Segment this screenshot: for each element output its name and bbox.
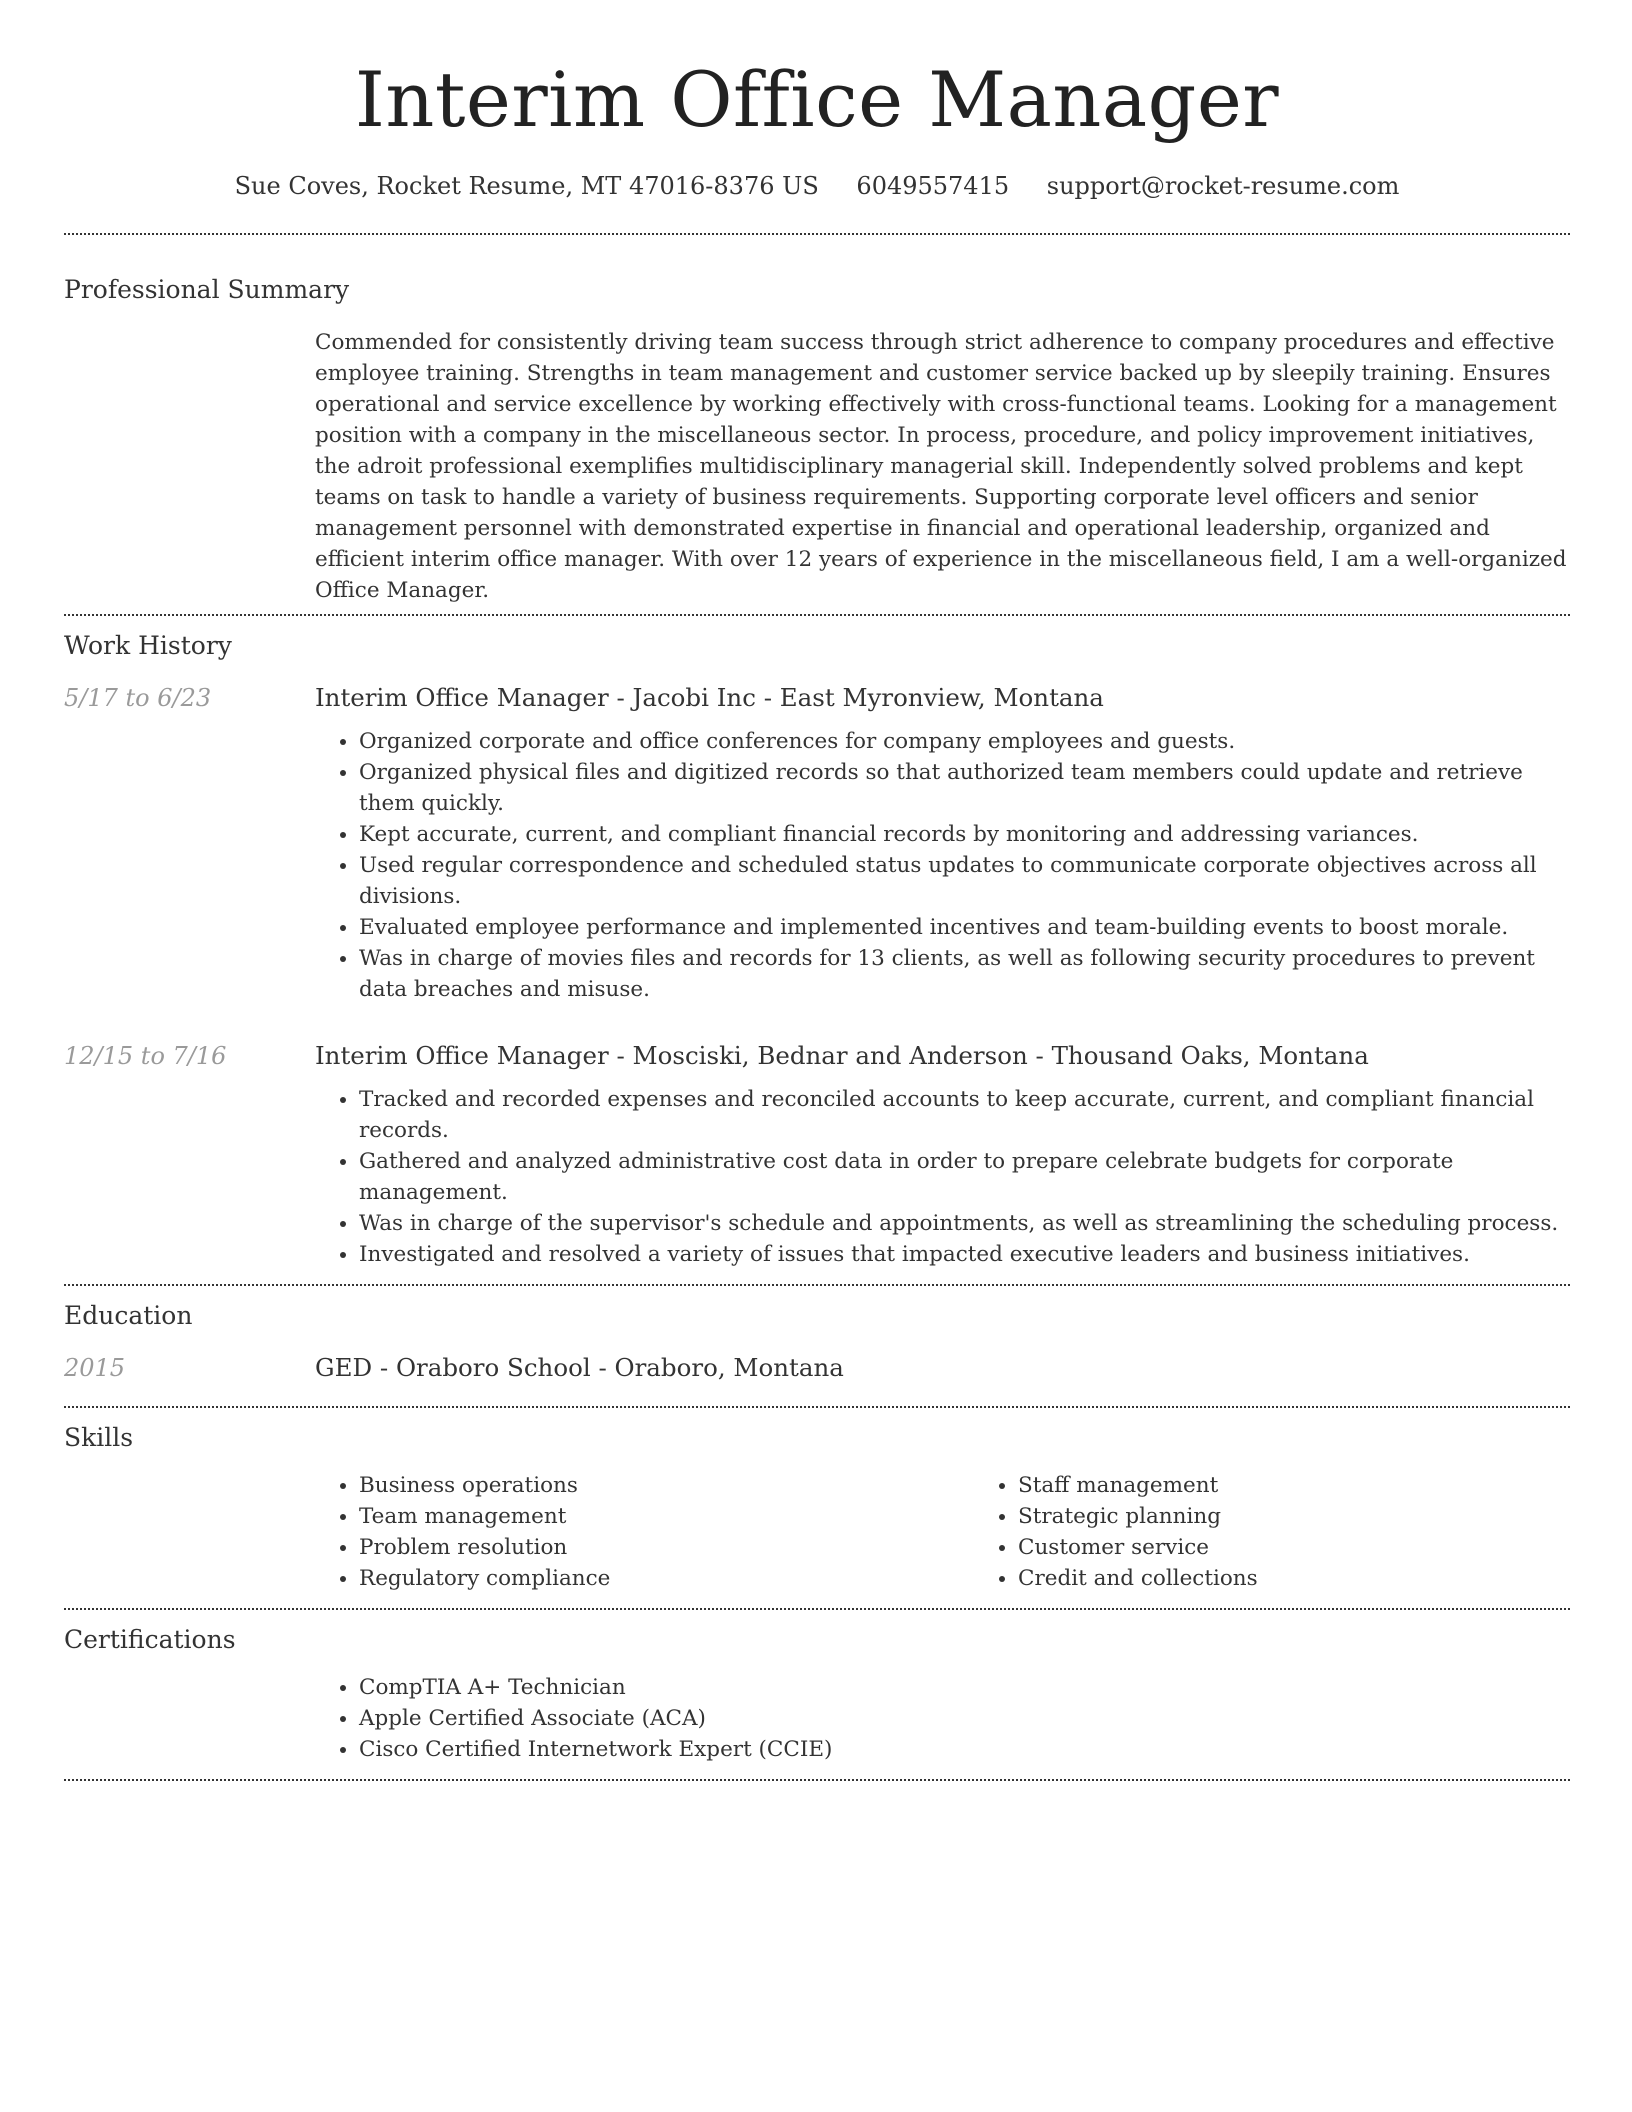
- divider: [64, 614, 1570, 616]
- list-item: • Cisco Certified Internetwork Expert (CCIE): [359, 1734, 1570, 1765]
- resume-page: [64, 0, 1570, 1781]
- education-year: 2015: [64, 1354, 126, 1382]
- list-item: • Organized corporate and office conferences for company employees and guests.: [359, 726, 1570, 757]
- section-heading-certifications: Certifications: [64, 1625, 236, 1654]
- list-item: • Regulatory compliance: [359, 1563, 974, 1594]
- list-item: • CompTIA A+ Technician: [359, 1672, 1570, 1703]
- job-dates: 12/15 to 7/16: [64, 1042, 227, 1070]
- list-item: • Used regular correspondence and scheduled status updates to communicate corporate objectives across all divisions.: [359, 850, 1570, 912]
- education-entry: [64, 1352, 1570, 1384]
- list-item: • Strategic planning: [1018, 1501, 1632, 1532]
- contact-email: support@rocket-resume.com: [1046, 172, 1400, 200]
- job-dates: 5/17 to 6/23: [64, 684, 212, 712]
- divider: [64, 233, 1570, 235]
- job-entry: [64, 1040, 1570, 1270]
- resume-title: Interim Office Manager: [354, 55, 1280, 144]
- list-item: • Was in charge of the supervisor's schedule and appointments, as well as streamlining the scheduling process.: [359, 1208, 1570, 1239]
- job-bullets: [315, 1084, 1570, 1270]
- divider: [64, 1284, 1570, 1286]
- list-item: • Problem resolution: [359, 1532, 974, 1563]
- contact-line: [64, 170, 1570, 202]
- list-item: • Investigated and resolved a variety of issues that impacted executive leaders and business initiatives.: [359, 1239, 1570, 1270]
- divider: [64, 1779, 1570, 1781]
- section-heading-summary: Professional Summary: [64, 275, 350, 304]
- list-item: • Team management: [359, 1501, 974, 1532]
- contact-address: Sue Coves, Rocket Resume, MT 47016-8376 US: [234, 172, 819, 200]
- summary-text: Commended for consistently driving team success through strict adherence to company procedures and effective employee training. Strengths in team management and customer service backed up by sleepily training. Ensures operational and service excellence by working effectively with cross-functional teams. Looking for a management position with a company in the miscellaneous sector. In process, procedure, and policy improvement initiatives, the adroit professional exemplifies multidisciplinary managerial skill. Independently solved problems and kept teams on task to handle a variety of business requirements. Supporting corporate level officers and senior management personnel with demonstrated expertise in financial and operational leadership, organized and efficient interim office manager. With over 12 years of experience in the miscellaneous field, I am a well-organized Office Manager.: [315, 330, 1567, 603]
- job-entry: [64, 682, 1570, 1005]
- job-title: Interim Office Manager - Jacobi Inc - East Myronview, Montana: [315, 683, 1104, 712]
- list-item: • Credit and collections: [1018, 1563, 1632, 1594]
- list-item: • Business operations: [359, 1470, 974, 1501]
- section-heading-education: Education: [64, 1301, 193, 1330]
- divider: [64, 1406, 1570, 1408]
- list-item: • Customer service: [1018, 1532, 1632, 1563]
- certifications-list: [315, 1672, 1570, 1765]
- contact-phone: 6049557415: [856, 172, 1010, 200]
- divider: [64, 1608, 1570, 1610]
- skills-grid: [315, 1470, 1632, 1594]
- section-heading-work: Work History: [64, 631, 232, 660]
- skills-column-2: [974, 1470, 1632, 1594]
- skills-column-1: [315, 1470, 974, 1594]
- list-item: • Was in charge of movies files and records for 13 clients, as well as following security procedures to prevent data breaches and misuse.: [359, 943, 1570, 1005]
- job-bullets: [315, 726, 1570, 1005]
- list-item: • Organized physical files and digitized records so that authorized team members could update and retrieve them quickly.: [359, 757, 1570, 819]
- list-item: • Staff management: [1018, 1470, 1632, 1501]
- section-heading-skills: Skills: [64, 1423, 134, 1452]
- list-item: • Apple Certified Associate (ACA): [359, 1703, 1570, 1734]
- list-item: • Tracked and recorded expenses and reconciled accounts to keep accurate, current, and compliant financial records.: [359, 1084, 1570, 1146]
- list-item: • Gathered and analyzed administrative cost data in order to prepare celebrate budgets for corporate management.: [359, 1146, 1570, 1208]
- education-entry-text: GED - Oraboro School - Oraboro, Montana: [315, 1353, 844, 1382]
- job-title: Interim Office Manager - Mosciski, Bednar and Anderson - Thousand Oaks, Montana: [315, 1041, 1369, 1070]
- list-item: • Kept accurate, current, and compliant financial records by monitoring and addressing variances.: [359, 819, 1570, 850]
- list-item: • Evaluated employee performance and implemented incentives and team-building events to boost morale.: [359, 912, 1570, 943]
